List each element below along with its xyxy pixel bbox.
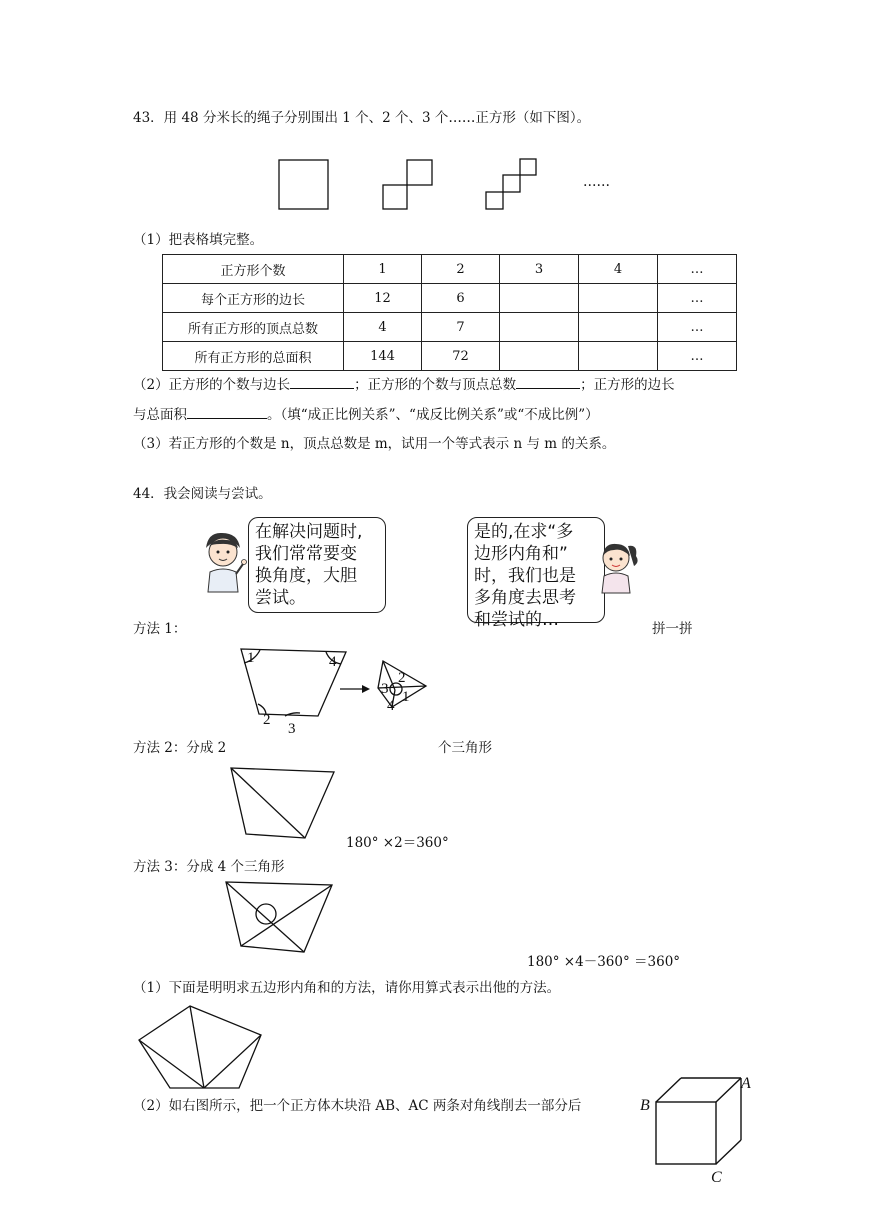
angle-label-4: 4 <box>329 654 337 670</box>
table-cell: 144 <box>344 342 422 371</box>
q44-part2: （2）如右图所示，把一个正方体木块沿 AB、AC 两条对角线削去一部分后 <box>133 1098 582 1114</box>
table-cell: 正方形个数 <box>163 255 344 284</box>
method3-label: 方法 3：分成 4 个三角形 <box>133 859 285 875</box>
table-cell: 72 <box>422 342 500 371</box>
method1-label: 方法 1： <box>133 621 187 637</box>
table-cell: 1 <box>344 255 422 284</box>
table-cell: … <box>658 342 737 371</box>
table-cell: 7 <box>422 313 500 342</box>
method2-label-right: 个三角形 <box>438 740 492 756</box>
table-cell: 所有正方形的顶点总数 <box>163 313 344 342</box>
table-cell: 3 <box>500 255 579 284</box>
cube-label-b: B <box>640 1097 650 1114</box>
angle-label-1: 1 <box>247 650 255 666</box>
part2-text-d: 与总面积 <box>133 407 187 423</box>
cube-label-c: C <box>711 1169 722 1186</box>
angle-label-3: 3 <box>288 721 296 737</box>
table-cell: 12 <box>344 284 422 313</box>
table-cell: 4 <box>344 313 422 342</box>
girl-speech-bubble: 是的,在求“多 边形内角和” 时，我们也是 多角度去思考 和尝试的… <box>467 517 605 623</box>
q43-title: 43．用 48 分米长的绳子分别围出 1 个、2 个、3 个……正方形（如下图）。 <box>133 110 591 126</box>
part2-text-a: （2）正方形的个数与边长 <box>133 377 291 393</box>
q44-title: 44．我会阅读与尝试。 <box>133 486 272 502</box>
squares-ellipsis: …… <box>583 174 610 190</box>
cube-label-a: A <box>741 1075 751 1092</box>
method2-label-left: 方法 2：分成 2 <box>133 740 227 756</box>
table-cell: 所有正方形的总面积 <box>163 342 344 371</box>
table-cell: 6 <box>422 284 500 313</box>
table-cell: 每个正方形的边长 <box>163 284 344 313</box>
table-cell: … <box>658 255 737 284</box>
q44-part1: （1）下面是明明求五边形内角和的方法，请你用算式表示出他的方法。 <box>133 980 561 996</box>
table-cell: 4 <box>579 255 658 284</box>
boy-speech-bubble: 在解决问题时, 我们常常要变 换角度，大胆 尝试。 <box>248 517 386 613</box>
method2-formula: 180° ×2＝360° <box>346 835 449 851</box>
method3-formula: 180° ×4－360° ＝360° <box>527 954 681 970</box>
angle-label-2: 2 <box>263 712 271 728</box>
part2-text-b: ；正方形的个数与顶点总数 <box>354 377 517 393</box>
table-cell: … <box>658 284 737 313</box>
combined-label-2: 2 <box>398 670 406 686</box>
part2-text-e: 。（填“成正比例关系”、“成反比例关系”或“不成比例”） <box>267 407 599 423</box>
q43-part3: （3）若正方形的个数是 n，顶点总数是 m，试用一个等式表示 n 与 m 的关系。 <box>133 436 616 452</box>
part2-text-c: ；正方形的边长 <box>580 377 675 393</box>
method1-right-label: 拼一拼 <box>652 621 693 637</box>
table-cell: … <box>658 313 737 342</box>
combined-label-4: 4 <box>387 698 395 714</box>
table-cell: 2 <box>422 255 500 284</box>
q43-part1: （1）把表格填完整。 <box>133 232 264 248</box>
combined-label-1: 1 <box>402 689 410 705</box>
combined-label-3: 3 <box>381 681 389 697</box>
